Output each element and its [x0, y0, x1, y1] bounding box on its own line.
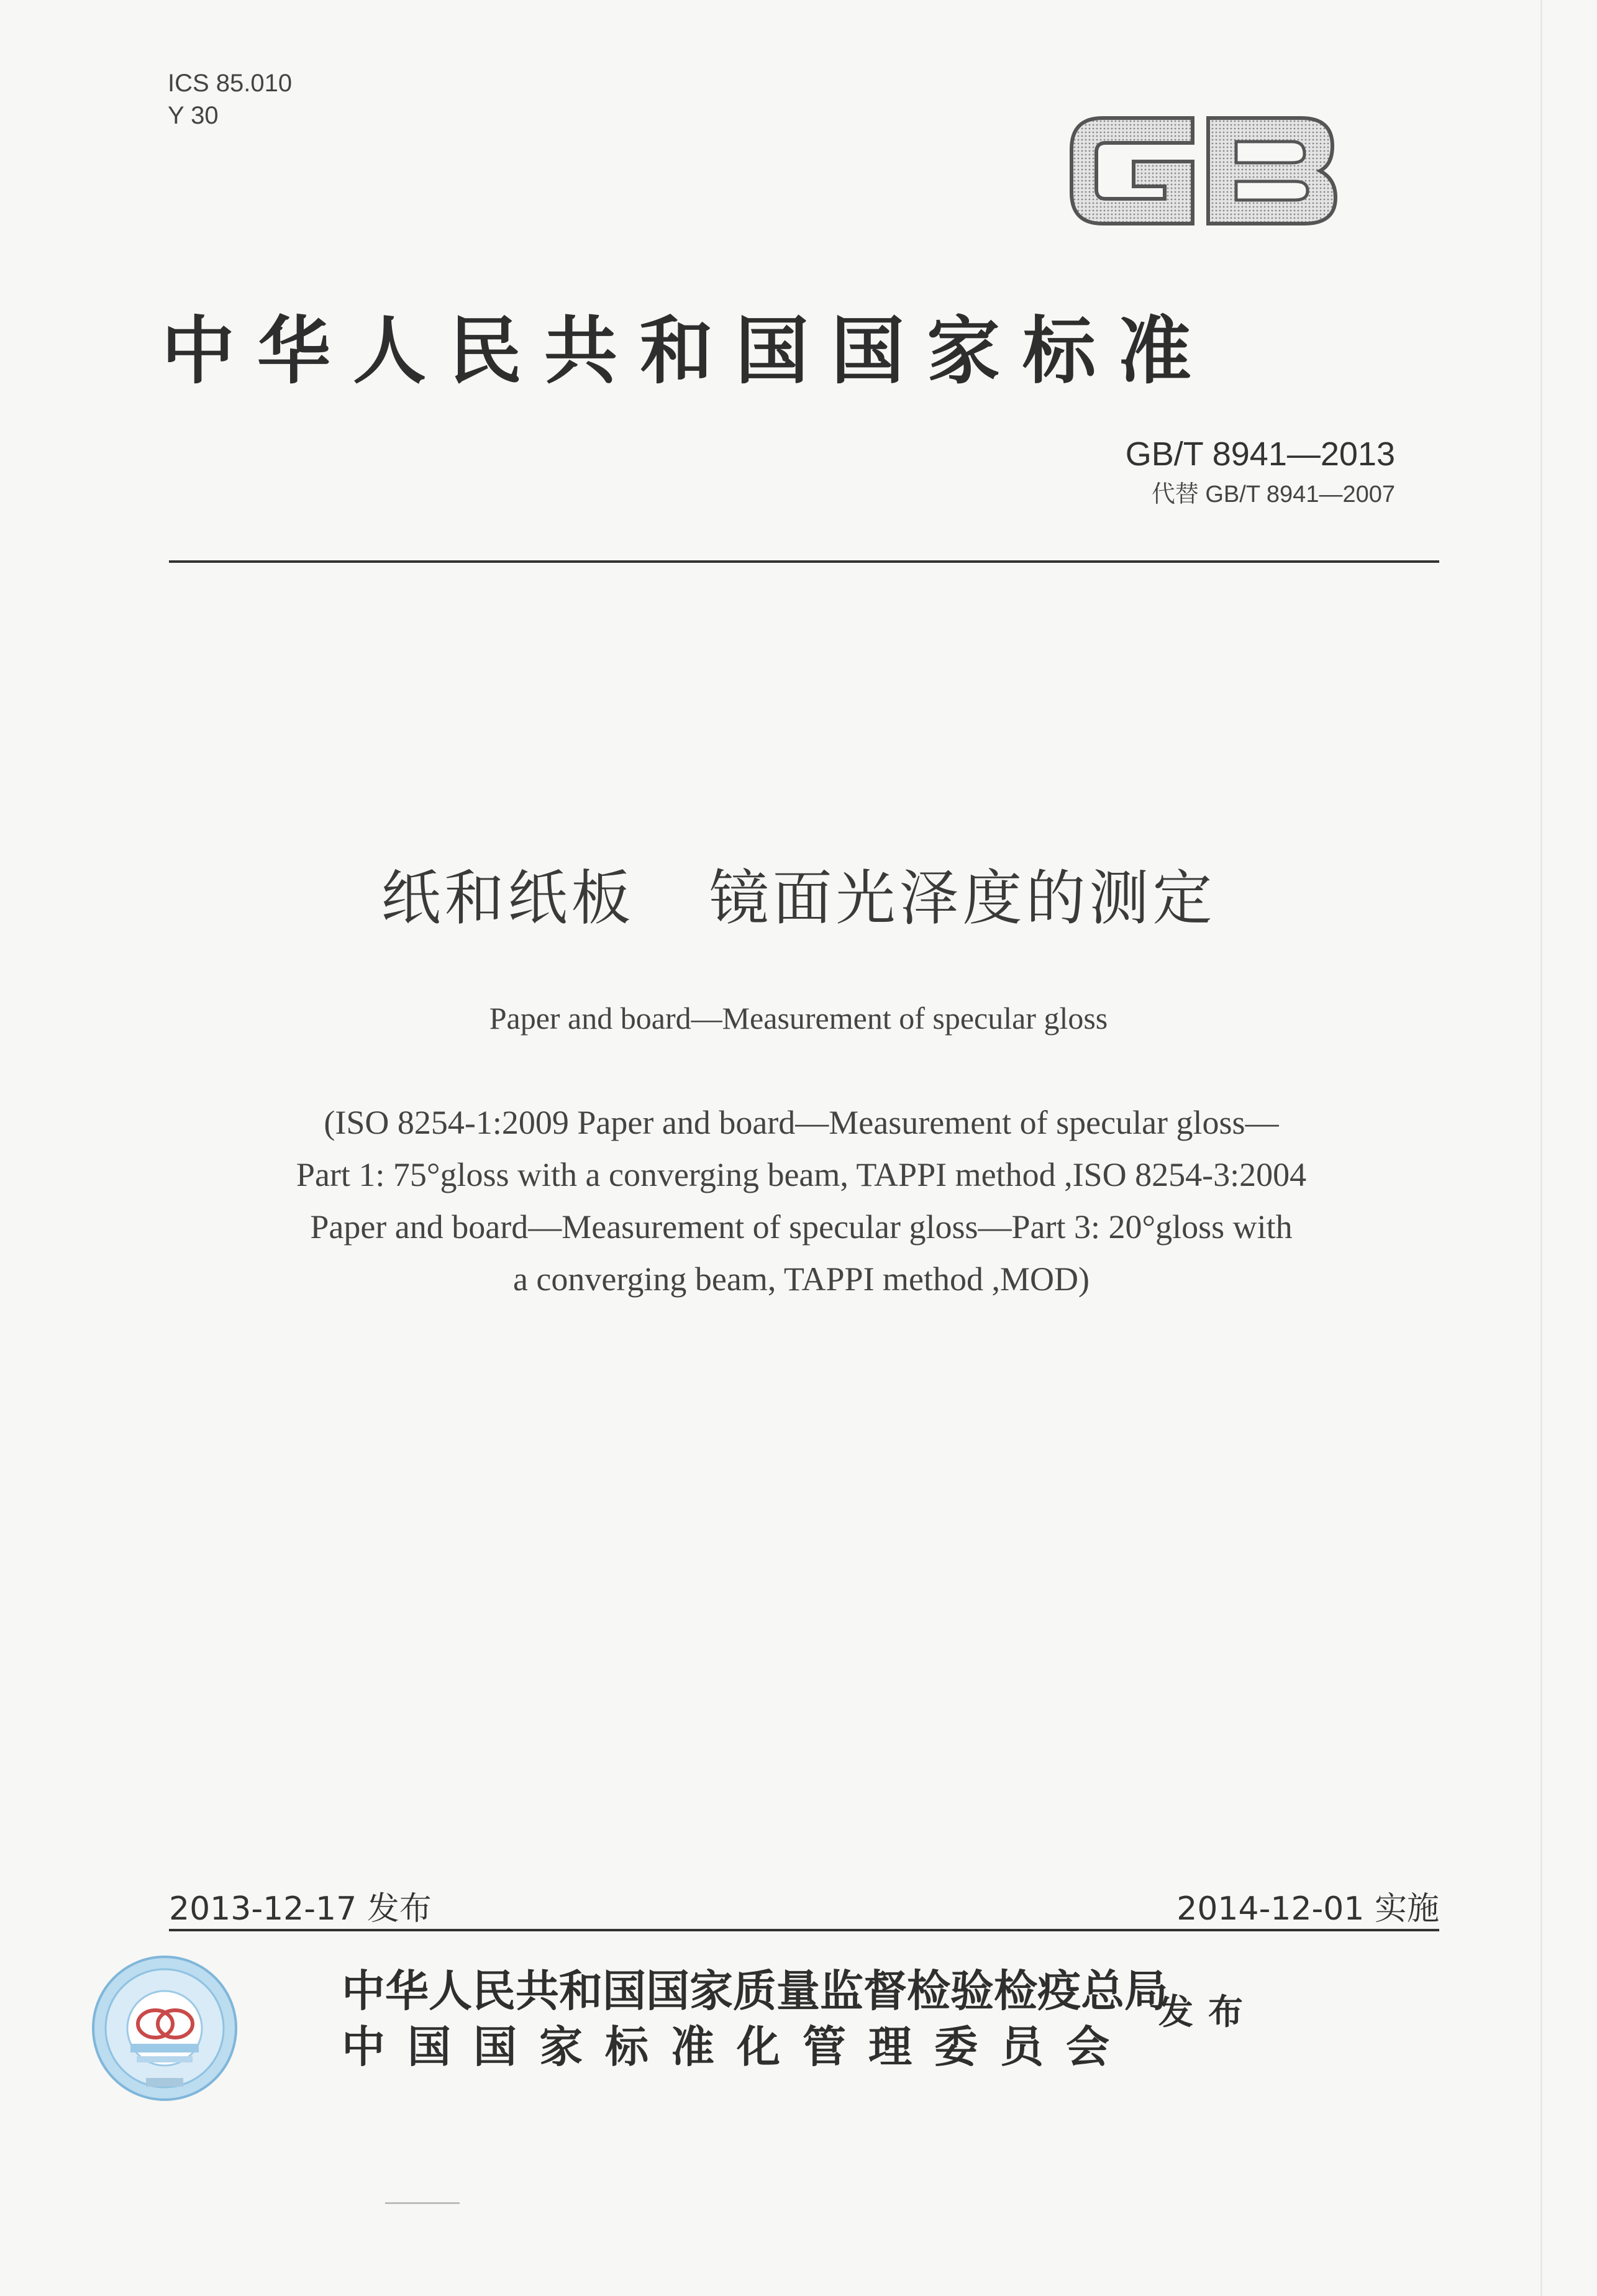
classification-codes: [168, 67, 292, 132]
ics-code: ICS 85.010: [168, 70, 293, 97]
dates-row: [169, 1882, 1439, 1932]
iso-reference-line: Part 1: 75°gloss with a converging beam, TAPPI method ,ISO 8254-3:2004: [296, 1156, 1307, 1193]
anti-counterfeit-seal: [87, 1951, 242, 2106]
chinese-title-part-2: 镜面光泽度的测定: [709, 863, 1216, 933]
english-title: Paper and board—Measurement of specular gloss: [489, 1001, 1108, 1036]
iso-reference-line: (ISO 8254-1:2009 Paper and board—Measurement of specular gloss—: [324, 1104, 1279, 1141]
iso-reference-line: Paper and board—Measurement of specular gloss—Part 3: 20°gloss with: [310, 1208, 1293, 1246]
gb-logo: [1047, 93, 1357, 248]
chinese-title-part-1: 纸和纸板: [381, 863, 635, 933]
chinese-title: [0, 851, 1597, 936]
standard-number: GB/T 8941—2013: [1125, 435, 1395, 473]
iso-reference: [162, 1096, 1441, 1305]
scan-mark: [385, 2202, 460, 2204]
issuer-aqsiq: 中华人民共和国国家质量监督检验检疫总局: [342, 1966, 1168, 2016]
issue-date: 2013-12-17 发布: [169, 1890, 432, 1928]
iso-reference-line: a converging beam, TAPPI method ,MOD): [512, 1260, 1090, 1298]
implementation-date: 2014-12-01 实施: [1176, 1890, 1439, 1928]
ccs-code: Y 30: [168, 102, 219, 129]
footer-divider: [169, 1929, 1439, 1931]
publish-label: 发布: [1158, 1992, 1258, 2033]
issuer-sac: 中国国家标准化管理委员会: [342, 2021, 1132, 2072]
national-standard-title: 中华人民共和国国家标准: [162, 308, 1214, 394]
standard-number-block: [1126, 435, 1395, 509]
issuing-authorities: [342, 1963, 1168, 2075]
replaces-standard: 代替 GB/T 8941—2007: [1151, 481, 1395, 508]
header-divider: [169, 560, 1439, 563]
scan-edge: [1540, 0, 1542, 2296]
